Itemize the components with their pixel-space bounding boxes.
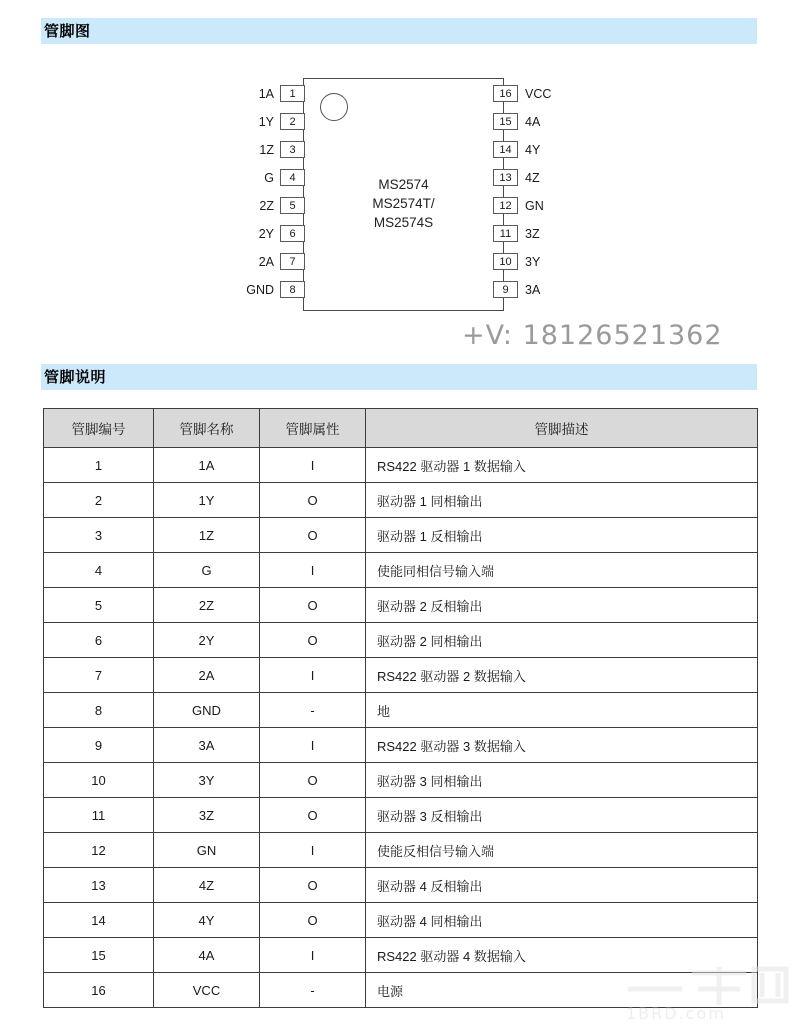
chip-pin-label: GND	[246, 282, 274, 297]
table-row	[44, 553, 758, 588]
table-row	[44, 798, 758, 833]
table-row	[44, 483, 758, 518]
cell-pin-attribute: O	[260, 903, 366, 938]
cell-pin-name: 3A	[154, 728, 260, 763]
cell-pin-attribute: O	[260, 518, 366, 553]
cell-pin-number: 9	[44, 728, 154, 763]
chip-pin-label: 3Y	[525, 254, 541, 269]
cell-pin-name: 3Y	[154, 763, 260, 798]
cell-pin-attribute: I	[260, 728, 366, 763]
column-header-pin-number: 管脚编号	[44, 409, 154, 448]
cell-pin-number: 14	[44, 903, 154, 938]
cell-pin-description: 地	[366, 693, 758, 728]
section-title-pin-description: 管脚说明	[44, 368, 107, 386]
pin1-marker-icon	[320, 93, 348, 121]
chip-pin-number: 10	[493, 253, 518, 270]
watermark-contact-phone: +V: 18126521362	[462, 320, 723, 351]
cell-pin-attribute: O	[260, 763, 366, 798]
cell-pin-number: 4	[44, 553, 154, 588]
cell-pin-attribute: I	[260, 448, 366, 483]
cell-pin-number: 8	[44, 693, 154, 728]
chip-pin-number: 16	[493, 85, 518, 102]
chip-pin-number: 14	[493, 141, 518, 158]
cell-pin-description: 驱动器 1 反相输出	[366, 518, 758, 553]
chip-pin-left-1	[243, 85, 305, 102]
chip-pin-right-11	[493, 225, 573, 242]
cell-pin-number: 16	[44, 973, 154, 1008]
cell-pin-attribute: O	[260, 588, 366, 623]
cell-pin-name: 2Y	[154, 623, 260, 658]
table-row	[44, 938, 758, 973]
cell-pin-description: RS422 驱动器 1 数据输入	[366, 448, 758, 483]
chip-pin-label: 2Y	[258, 226, 274, 241]
chip-pin-label: 4Y	[525, 142, 541, 157]
chip-pin-left-2	[243, 113, 305, 130]
cell-pin-name: VCC	[154, 973, 260, 1008]
pin-description-table	[43, 408, 758, 1008]
cell-pin-name: 4A	[154, 938, 260, 973]
cell-pin-name: 1Y	[154, 483, 260, 518]
chip-part-number-line1: MS2574	[378, 177, 429, 192]
table-row	[44, 973, 758, 1008]
chip-pin-number: 6	[280, 225, 305, 242]
chip-pin-left-6	[243, 225, 305, 242]
chip-pin-label: 2A	[258, 254, 274, 269]
chip-pin-left-5	[243, 197, 305, 214]
chip-pin-label: 4Z	[525, 170, 540, 185]
chip-part-number-line2: MS2574T/	[372, 196, 435, 211]
cell-pin-attribute: O	[260, 623, 366, 658]
cell-pin-number: 12	[44, 833, 154, 868]
table-row	[44, 658, 758, 693]
cell-pin-attribute: I	[260, 553, 366, 588]
chip-pin-right-14	[493, 141, 573, 158]
cell-pin-attribute: -	[260, 693, 366, 728]
section-header-pin-description	[41, 364, 757, 390]
cell-pin-number: 13	[44, 868, 154, 903]
cell-pin-name: GND	[154, 693, 260, 728]
chip-pin-left-8	[243, 281, 305, 298]
cell-pin-attribute: O	[260, 798, 366, 833]
table-row	[44, 448, 758, 483]
cell-pin-number: 10	[44, 763, 154, 798]
chip-pin-number: 15	[493, 113, 518, 130]
cell-pin-name: 1A	[154, 448, 260, 483]
chip-pin-label: 2Z	[259, 198, 274, 213]
column-header-pin-description: 管脚描述	[366, 409, 758, 448]
chip-pin-label: 3Z	[525, 226, 540, 241]
chip-pin-label: G	[264, 170, 274, 185]
chip-pin-number: 2	[280, 113, 305, 130]
cell-pin-name: 4Z	[154, 868, 260, 903]
cell-pin-number: 3	[44, 518, 154, 553]
chip-pin-number: 3	[280, 141, 305, 158]
cell-pin-name: 1Z	[154, 518, 260, 553]
chip-pin-left-7	[243, 253, 305, 270]
table-row	[44, 518, 758, 553]
cell-pin-attribute: I	[260, 833, 366, 868]
table-row	[44, 868, 758, 903]
chip-pin-number: 1	[280, 85, 305, 102]
chip-pin-right-9	[493, 281, 573, 298]
chip-pin-number: 9	[493, 281, 518, 298]
cell-pin-name: G	[154, 553, 260, 588]
watermark-site-text: 1BRD.com	[626, 1004, 726, 1023]
chip-pin-left-3	[243, 141, 305, 158]
cell-pin-name: 2Z	[154, 588, 260, 623]
cell-pin-description: RS422 驱动器 3 数据输入	[366, 728, 758, 763]
chip-pin-right-12	[493, 197, 573, 214]
chip-part-number	[304, 175, 503, 232]
cell-pin-name: 2A	[154, 658, 260, 693]
cell-pin-number: 1	[44, 448, 154, 483]
chip-pin-label: 1Y	[258, 114, 274, 129]
chip-pin-right-16	[493, 85, 573, 102]
chip-pin-label: 1A	[258, 86, 274, 101]
chip-pin-label: 3A	[525, 282, 541, 297]
cell-pin-description: 驱动器 2 同相输出	[366, 623, 758, 658]
cell-pin-name: GN	[154, 833, 260, 868]
cell-pin-description: 驱动器 1 同相输出	[366, 483, 758, 518]
cell-pin-description: 使能反相信号输入端	[366, 833, 758, 868]
chip-pin-number: 13	[493, 169, 518, 186]
cell-pin-number: 5	[44, 588, 154, 623]
cell-pin-attribute: O	[260, 868, 366, 903]
cell-pin-attribute: I	[260, 658, 366, 693]
table-body	[44, 448, 758, 1008]
chip-package-outline	[303, 78, 504, 311]
chip-pin-label: VCC	[525, 86, 552, 101]
table-row	[44, 623, 758, 658]
cell-pin-number: 11	[44, 798, 154, 833]
table-row	[44, 588, 758, 623]
chip-pin-right-15	[493, 113, 573, 130]
table-row	[44, 763, 758, 798]
chip-pin-number: 11	[493, 225, 518, 242]
chip-pin-number: 5	[280, 197, 305, 214]
column-header-pin-attribute: 管脚属性	[260, 409, 366, 448]
chip-pin-label: 1Z	[259, 142, 274, 157]
chip-pin-number: 8	[280, 281, 305, 298]
chip-pin-right-10	[493, 253, 573, 270]
chip-pin-number: 12	[493, 197, 518, 214]
cell-pin-description: RS422 驱动器 2 数据输入	[366, 658, 758, 693]
chip-pin-number: 7	[280, 253, 305, 270]
chip-part-number-line3: MS2574S	[373, 215, 434, 230]
cell-pin-description: 驱动器 4 同相输出	[366, 903, 758, 938]
column-header-pin-name: 管脚名称	[154, 409, 260, 448]
chip-pin-label: GN	[525, 198, 544, 213]
chip-pin-label: 4A	[525, 114, 541, 129]
cell-pin-description: 驱动器 3 同相输出	[366, 763, 758, 798]
table-row	[44, 903, 758, 938]
chip-pin-left-4	[243, 169, 305, 186]
cell-pin-description: RS422 驱动器 4 数据输入	[366, 938, 758, 973]
chip-pin-number: 4	[280, 169, 305, 186]
chip-pin-right-13	[493, 169, 573, 186]
cell-pin-description: 驱动器 3 反相输出	[366, 798, 758, 833]
section-title-pinout: 管脚图	[44, 22, 91, 40]
cell-pin-attribute: -	[260, 973, 366, 1008]
cell-pin-name: 4Y	[154, 903, 260, 938]
table-header-row	[44, 409, 758, 448]
table-row	[44, 693, 758, 728]
cell-pin-description: 驱动器 4 反相输出	[366, 868, 758, 903]
cell-pin-description: 使能同相信号输入端	[366, 553, 758, 588]
cell-pin-attribute: O	[260, 483, 366, 518]
cell-pin-description: 驱动器 2 反相输出	[366, 588, 758, 623]
cell-pin-number: 7	[44, 658, 154, 693]
table-row	[44, 833, 758, 868]
cell-pin-description: 电源	[366, 973, 758, 1008]
cell-pin-number: 15	[44, 938, 154, 973]
cell-pin-number: 2	[44, 483, 154, 518]
pinout-diagram	[0, 60, 798, 360]
table-row	[44, 728, 758, 763]
cell-pin-attribute: I	[260, 938, 366, 973]
cell-pin-name: 3Z	[154, 798, 260, 833]
cell-pin-number: 6	[44, 623, 154, 658]
section-header-pinout	[41, 18, 757, 44]
